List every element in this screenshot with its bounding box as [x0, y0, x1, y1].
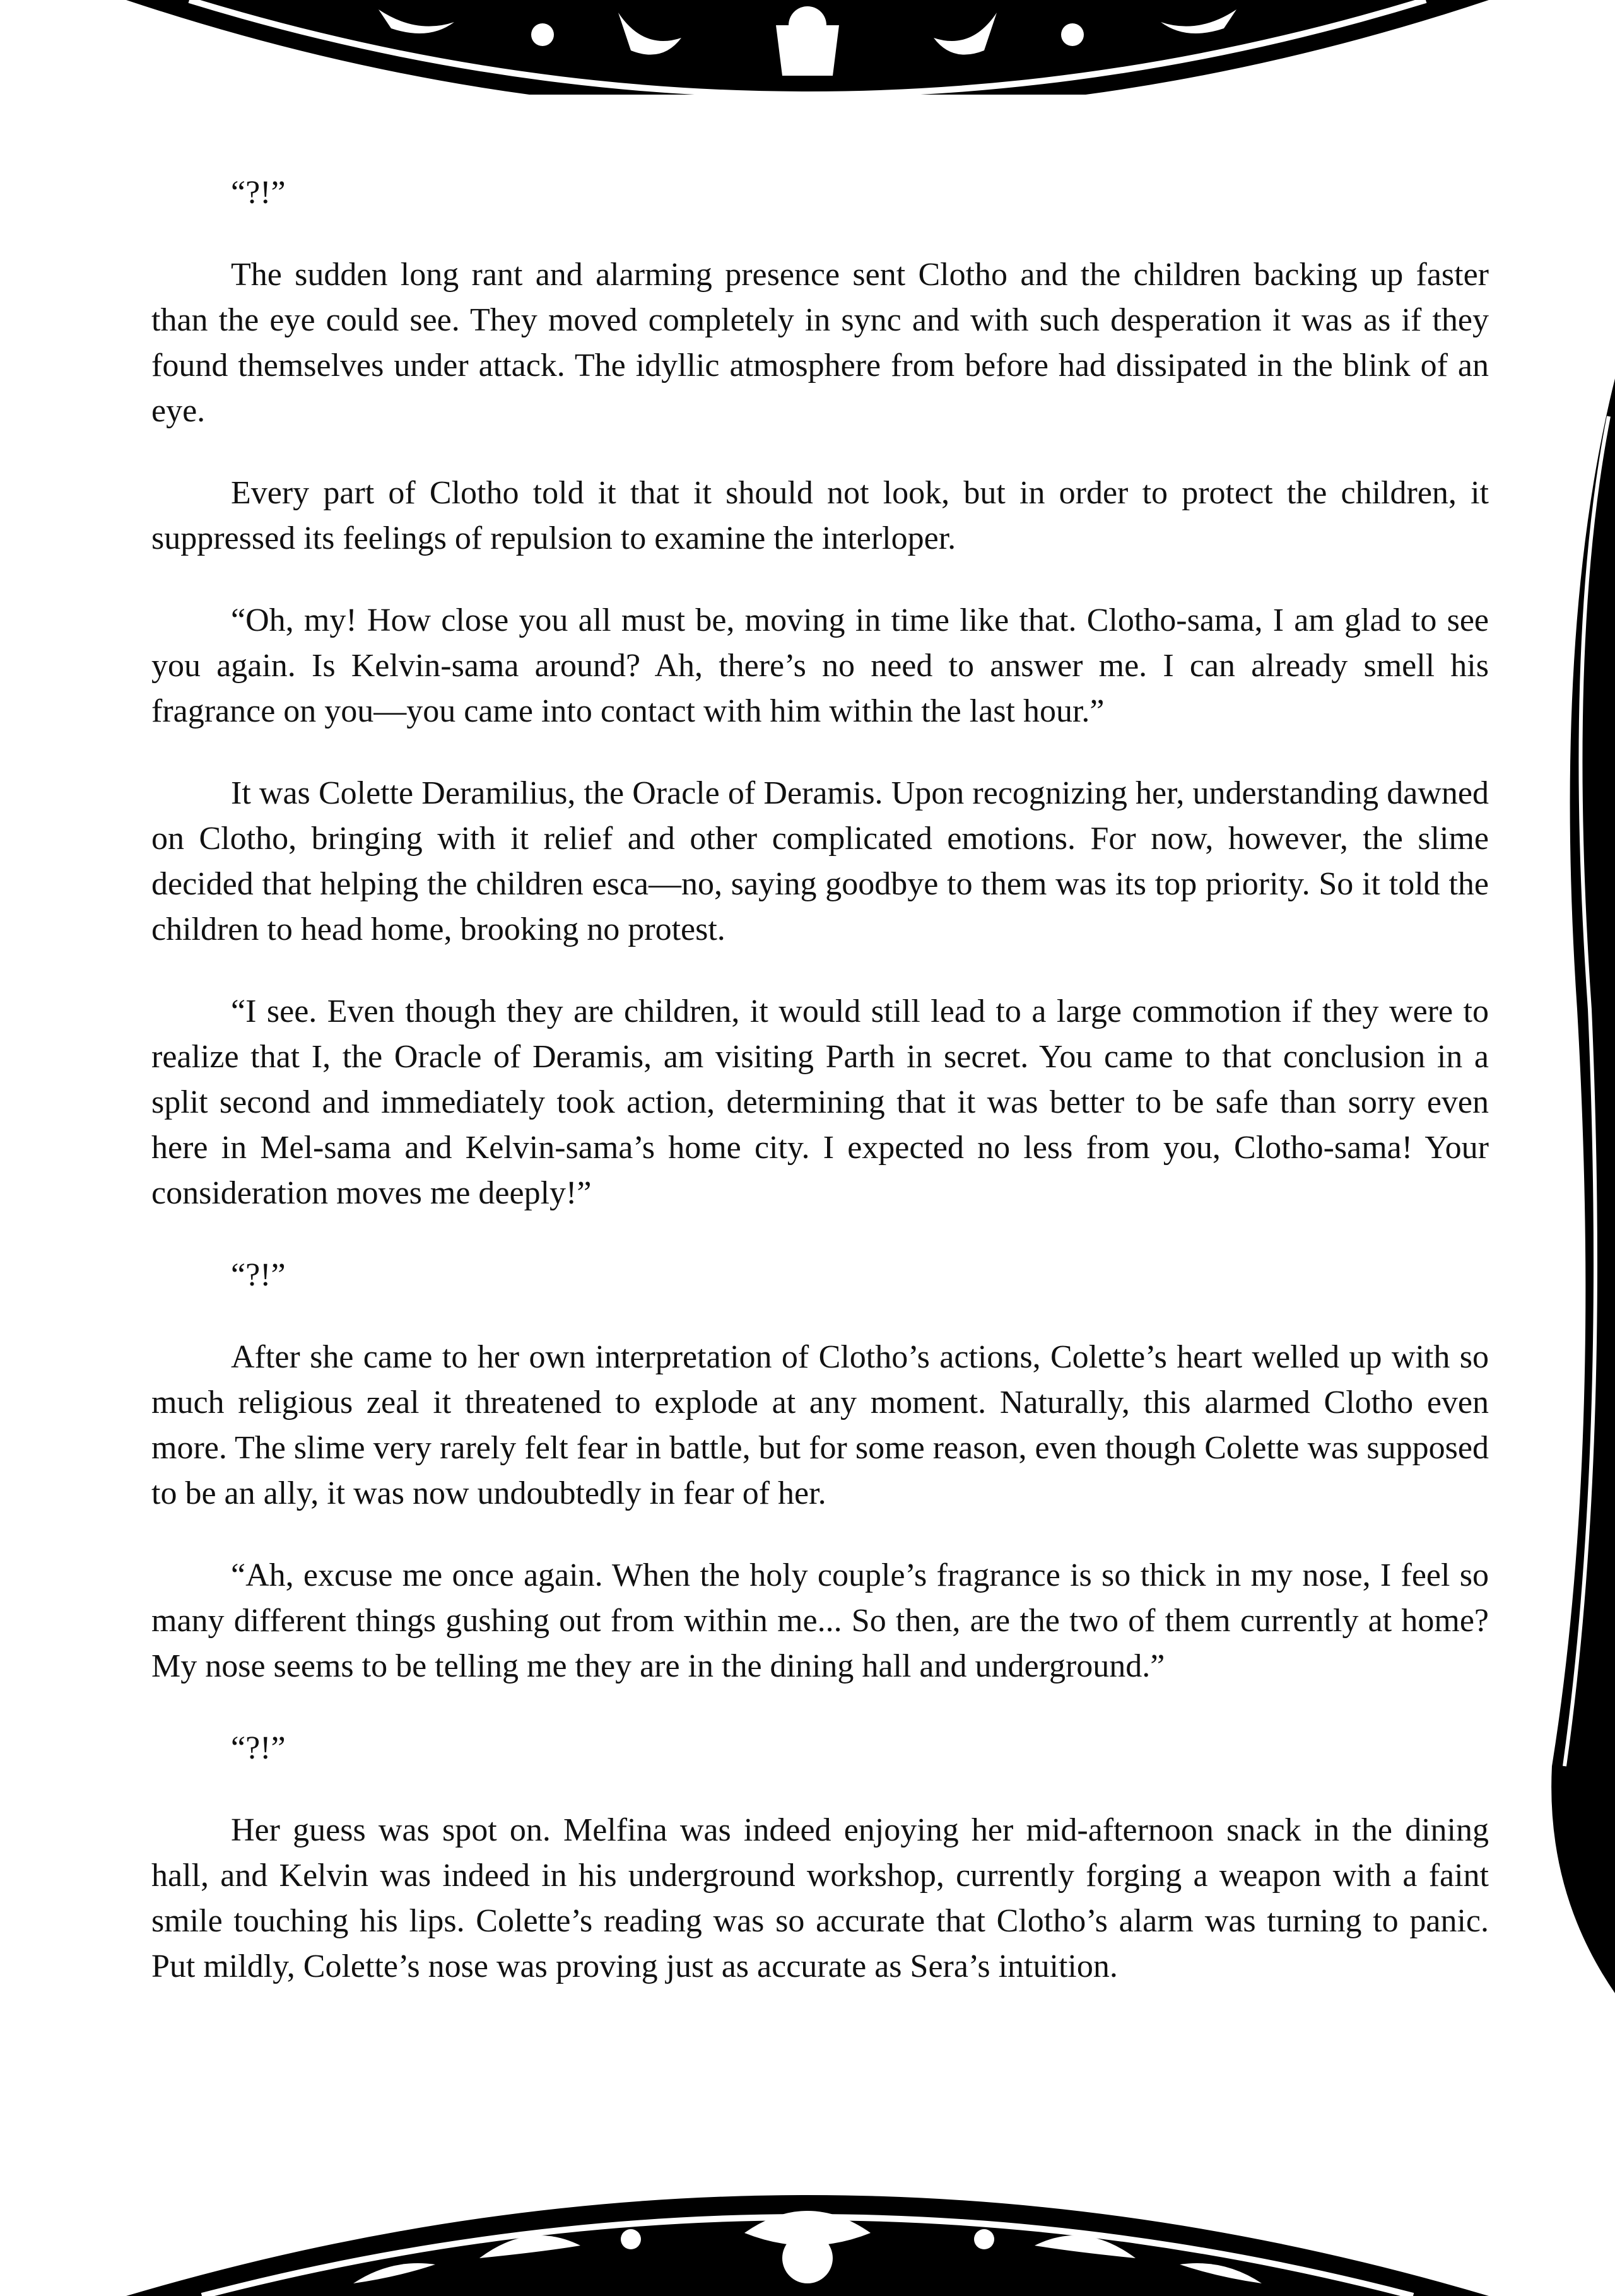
- side-ornament-border-icon: [1539, 378, 1615, 1993]
- paragraph: “?!”: [231, 1730, 286, 1766]
- bottom-ornament-border-icon: [0, 2132, 1615, 2296]
- paragraph: It was Colette Deramilius, the Oracle of Deramis. Upon recognizing her, understanding dawned on Clotho, bringing with it relief and other complicated emotions. For now, however, the slime decided that helping the children esca—no, saying goodbye to them was its top priority. So it told the children to head home, brooking no protest.: [151, 775, 1489, 947]
- top-ornament-border-icon: [0, 0, 1615, 95]
- paragraph: “?!”: [231, 1257, 286, 1293]
- paragraph: Her guess was spot on. Melfina was indeed enjoying her mid-afternoon snack in the dining hall, and Kelvin was indeed in his underground workshop, currently forging a weapon with a faint smile touching his lips. Colette’s reading was so accurate that Clotho’s alarm was turning to panic. Put mildly, Colette’s nose was proving just as accurate as Sera’s intuition.: [151, 1812, 1489, 1984]
- paragraph: After she came to her own interpretation of Clotho’s actions, Colette’s heart welled up with so much religious zeal it threatened to explode at any moment. Naturally, this alarmed Clotho even more. The slime very rarely felt fear in battle, but for some reason, even though Colette was supposed to be an ally, it was now undoubtedly in fear of her.: [151, 1339, 1489, 1511]
- paragraph: “Oh, my! How close you all must be, moving in time like that. Clotho-sama, I am glad to see you again. Is Kelvin-sama around? Ah, there’s no need to answer me. I can already smell his fragrance on you—you came into contact with him within the last hour.”: [151, 602, 1489, 729]
- paragraph: “?!”: [231, 175, 286, 211]
- paragraph: “I see. Even though they are children, it would still lead to a large commotion if they were to realize that I, the Oracle of Deramis, am visiting Parth in secret. You came to that conclusion in a split second and immediately took action, determining that it was better to be safe than sorry even here in Mel-sama and Kelvin-sama’s home city. I expected no less from you, Clotho-sama! Your consideration moves me deeply!”: [151, 993, 1489, 1211]
- paragraph: “Ah, excuse me once again. When the holy couple’s fragrance is so thick in my nose, I feel so many different things gushing out from within me... So then, are the two of them currently at home? My nose seems to be telling me they are in the dining hall and underground.”: [151, 1557, 1489, 1684]
- paragraph: Every part of Clotho told it that it should not look, but in order to protect the children, it suppressed its feelings of repulsion to examine the interloper.: [151, 475, 1489, 556]
- paragraph: The sudden long rant and alarming presence sent Clotho and the children backing up faster than the eye could see. They moved completely in sync and with such desperation it was as if they found themselves under attack. The idyllic atmosphere from before had dissipated in the blink of an eye.: [151, 257, 1489, 429]
- page-body: [151, 170, 1489, 2026]
